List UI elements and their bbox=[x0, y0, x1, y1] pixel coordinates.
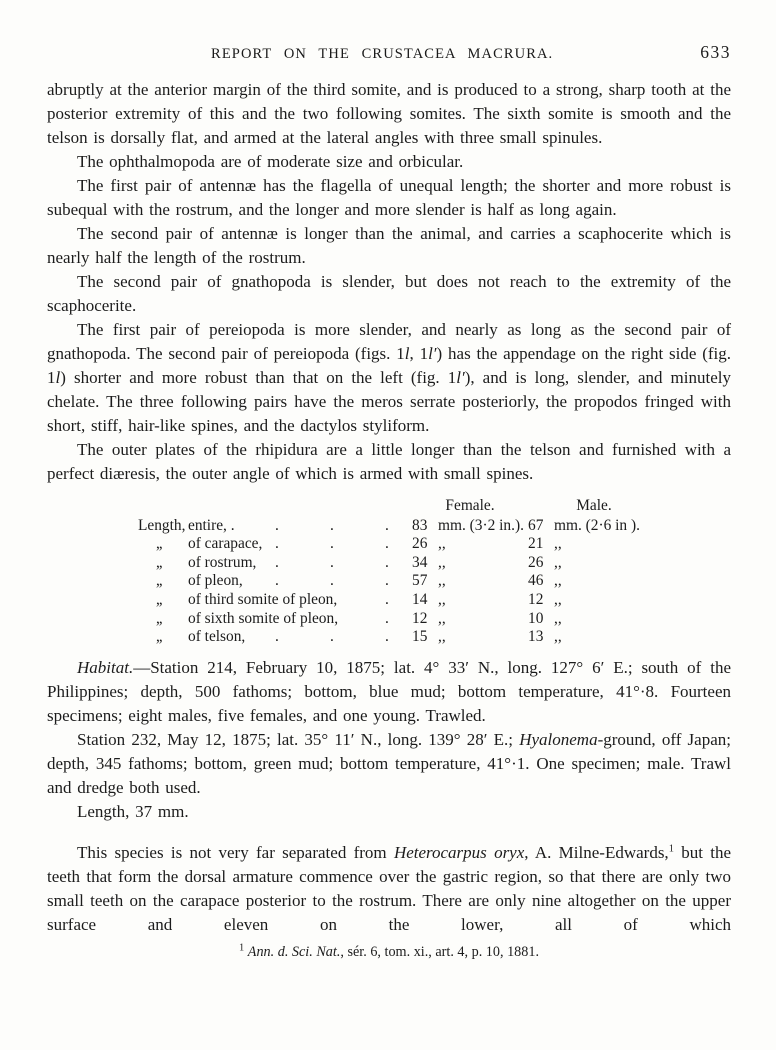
text-segment: The second pair of antennæ is longer than the animal, and carries a scaphocerite which is nearly half the length of the rostrum. bbox=[47, 224, 731, 267]
value-number: 14 bbox=[412, 590, 428, 608]
leader-dot: . bbox=[330, 553, 334, 571]
footnote-text: , sér. 6, tom. xi., art. 4, p. 10, 1881. bbox=[340, 943, 540, 960]
leader-dot: . bbox=[385, 590, 389, 608]
table-row bbox=[138, 628, 738, 647]
footnote bbox=[47, 943, 731, 961]
text-segment: —Station 214, February 10, 1875; lat. 4° 33′ N., long. 127° 6′ E.; south of the Philippines; depth, 500 fathoms; bottom, blue mud; bottom temperature, 41°·8. Fourteen specimens; eight males, five females, and one young. Trawled. bbox=[47, 657, 731, 725]
leader-dot: . bbox=[330, 535, 334, 553]
value-unit: ,, bbox=[554, 590, 562, 608]
paragraph-rhipidura bbox=[47, 438, 731, 486]
female-value bbox=[412, 535, 528, 554]
leader-dot: . bbox=[275, 535, 279, 553]
value-unit: ,, bbox=[554, 609, 562, 627]
male-value bbox=[528, 554, 738, 573]
value-unit: mm. (3·2 in.). bbox=[438, 516, 524, 534]
row-sublabel bbox=[188, 591, 412, 610]
value-unit: ,, bbox=[438, 590, 446, 608]
value-unit: ,, bbox=[438, 609, 446, 627]
leader-dot: . bbox=[385, 609, 389, 627]
table-row bbox=[138, 535, 738, 554]
value-unit: ,, bbox=[438, 535, 446, 553]
row-label: ,, bbox=[156, 535, 162, 553]
text-segment: ), and is long, slender, and minutely chelate. The three following pairs have the meros serrate posteriorly, the propodos fringed with short, stiff, hair-like spines, and the dactylos styliform. bbox=[47, 368, 731, 435]
male-value bbox=[528, 591, 738, 610]
sublabel-text: of rostrum, bbox=[188, 553, 257, 571]
leader-dot: . bbox=[330, 572, 334, 590]
sublabel-text: of telson, bbox=[188, 628, 246, 646]
leader-dot: . bbox=[275, 553, 279, 571]
figure-reference: l bbox=[55, 368, 61, 387]
table-row bbox=[138, 554, 738, 573]
running-head bbox=[47, 44, 731, 66]
row-label: ,, bbox=[156, 572, 162, 590]
row-sublabel bbox=[188, 535, 412, 554]
female-value bbox=[412, 517, 528, 536]
leader-dot: . bbox=[385, 628, 389, 646]
text-segment: but the teeth that form the dorsal armature commence over the gastric region, so that there are only two small teeth on the carapace posterior to the rostrum. There are only nine altogether on the upper surface and eleven on the lower, all of which bbox=[47, 842, 731, 934]
paragraph-station-232 bbox=[47, 728, 731, 800]
figure-reference: l′ bbox=[428, 344, 437, 363]
value-number: 46 bbox=[528, 572, 544, 590]
value-unit: ,, bbox=[554, 535, 562, 553]
value-unit: ,, bbox=[554, 628, 562, 646]
text-segment: , A. Milne-Edwards, bbox=[524, 842, 669, 862]
paragraph-species-comparison bbox=[47, 841, 731, 937]
table-row bbox=[138, 610, 738, 629]
female-value bbox=[412, 591, 528, 610]
value-number: 83 bbox=[412, 516, 428, 534]
male-value bbox=[528, 535, 738, 554]
value-unit: ,, bbox=[554, 572, 562, 590]
habitat-label: Habitat. bbox=[77, 657, 134, 677]
footnote-source: Ann. d. Sci. Nat. bbox=[247, 943, 341, 960]
value-unit: ,, bbox=[438, 572, 446, 590]
paragraph-ophthalmopoda bbox=[47, 150, 731, 174]
value-unit: ,, bbox=[554, 553, 562, 571]
paragraph-first-antennae bbox=[47, 174, 731, 222]
leader-dot: . bbox=[385, 535, 389, 553]
row-label: ,, bbox=[156, 590, 162, 608]
male-value bbox=[528, 628, 738, 647]
leader-dot: . bbox=[275, 516, 279, 534]
row-sublabel bbox=[188, 572, 412, 591]
running-header-title: REPORT ON THE CRUSTACEA MACRURA. bbox=[211, 46, 554, 62]
leader-dot: . bbox=[385, 572, 389, 590]
row-label: Length, bbox=[138, 516, 186, 534]
value-number: 34 bbox=[412, 553, 428, 571]
table-col-header-female: Female. bbox=[445, 497, 495, 514]
footnote-marker: 1 bbox=[238, 942, 245, 954]
row-sublabel bbox=[188, 610, 412, 629]
text-segment: The ophthalmopoda are of moderate size and orbicular. bbox=[77, 152, 464, 171]
sublabel-text: of carapace, bbox=[188, 535, 263, 553]
leader-dot: . bbox=[330, 628, 334, 646]
value-number: 10 bbox=[528, 609, 544, 627]
table-row bbox=[138, 591, 738, 610]
text-segment: The first pair of antennæ has the flagella of unequal length; the shorter and more robust is subequal with the rostrum, and the longer and more slender is half as long again. bbox=[47, 176, 731, 219]
male-value bbox=[528, 517, 738, 536]
row-sublabel bbox=[188, 554, 412, 573]
paragraph-habitat bbox=[47, 656, 731, 728]
female-value bbox=[412, 628, 528, 647]
figure-reference: l′ bbox=[456, 368, 465, 387]
value-number: 21 bbox=[528, 535, 544, 553]
text-segment: The outer plates of the rhipidura are a little longer than the telson and furnished with a perfect diæresis, the outer angle of which is armed with small spines. bbox=[47, 440, 731, 483]
sublabel-text: entire, . bbox=[188, 516, 235, 534]
footnote-marker: 1 bbox=[668, 843, 674, 855]
text-segment: The first pair of pereiopoda is more slender, and nearly as long as the second pair of gnathopoda. The second pair of pereiopoda (figs. 1 bbox=[47, 320, 731, 363]
sublabel-text: of third somite of pleon, bbox=[188, 590, 338, 608]
value-unit: mm. (2·6 in ). bbox=[554, 516, 640, 534]
male-value bbox=[528, 572, 738, 591]
row-label: ,, bbox=[156, 553, 162, 571]
text-segment: ) shorter and more robust than that on the left (fig. 1 bbox=[60, 368, 457, 387]
leader-dot: . bbox=[385, 516, 389, 534]
paragraph-gnathopoda bbox=[47, 270, 731, 318]
table-row bbox=[138, 517, 738, 536]
text-segment: ) has the appendage on the right side (fig. 1 bbox=[47, 344, 732, 387]
table-col-header-male: Male. bbox=[576, 497, 612, 514]
page-number: 633 bbox=[700, 42, 731, 62]
female-value bbox=[412, 554, 528, 573]
table-header-row bbox=[138, 497, 738, 516]
female-value bbox=[412, 572, 528, 591]
text-segment: abruptly at the anterior margin of the third somite, and is produced to a strong, sharp tooth at the posterior extremity of this and the two following somites. The sixth somite is smooth and the telson is dorsally flat, and armed at the lateral angles with three small spinules. bbox=[47, 80, 731, 147]
measurement-table bbox=[138, 497, 738, 647]
text-segment: Station 232, May 12, 1875; lat. 35° 11′ N., long. 139° 28′ E.; bbox=[77, 729, 520, 749]
paragraph-second-antennae bbox=[47, 222, 731, 270]
female-value bbox=[412, 610, 528, 629]
figure-reference: l bbox=[404, 344, 410, 363]
text-segment: The second pair of gnathopoda is slender, but does not reach to the extremity of the scaphocerite. bbox=[47, 272, 731, 315]
paragraph-continuation bbox=[47, 78, 731, 150]
row-label: ,, bbox=[156, 609, 162, 627]
value-number: 13 bbox=[528, 628, 544, 646]
text-segment: , 1 bbox=[409, 344, 429, 363]
genus-name: Hyalonema bbox=[519, 729, 598, 749]
row-sublabel bbox=[188, 517, 412, 536]
leader-dot: . bbox=[385, 553, 389, 571]
paragraph-length bbox=[47, 800, 731, 824]
value-unit: ,, bbox=[438, 628, 446, 646]
sublabel-text: of pleon, bbox=[188, 572, 243, 590]
row-sublabel bbox=[188, 628, 412, 647]
value-number: 26 bbox=[412, 535, 428, 553]
value-number: 67 bbox=[528, 516, 544, 534]
table-row bbox=[138, 572, 738, 591]
row-label: ,, bbox=[156, 628, 162, 646]
sublabel-text: of sixth somite of pleon, bbox=[188, 609, 339, 627]
text-segment: Length, 37 mm. bbox=[77, 801, 189, 821]
value-number: 12 bbox=[412, 609, 428, 627]
value-number: 57 bbox=[412, 572, 428, 590]
text-segment: -ground, off Japan; depth, 345 fathoms; bottom, green mud; bottom temperature, 41°·1. One specimen; male. Trawl and dredge both used. bbox=[47, 729, 731, 797]
leader-dot: . bbox=[330, 516, 334, 534]
value-unit: ,, bbox=[438, 553, 446, 571]
male-value bbox=[528, 610, 738, 629]
leader-dot: . bbox=[275, 628, 279, 646]
species-name: Heterocarpus oryx bbox=[393, 842, 525, 862]
value-number: 26 bbox=[528, 553, 544, 571]
value-number: 15 bbox=[412, 628, 428, 646]
value-number: 12 bbox=[528, 590, 544, 608]
paragraph-pereiopoda bbox=[47, 318, 731, 438]
leader-dot: . bbox=[275, 572, 279, 590]
text-segment: This species is not very far separated from bbox=[77, 842, 394, 862]
